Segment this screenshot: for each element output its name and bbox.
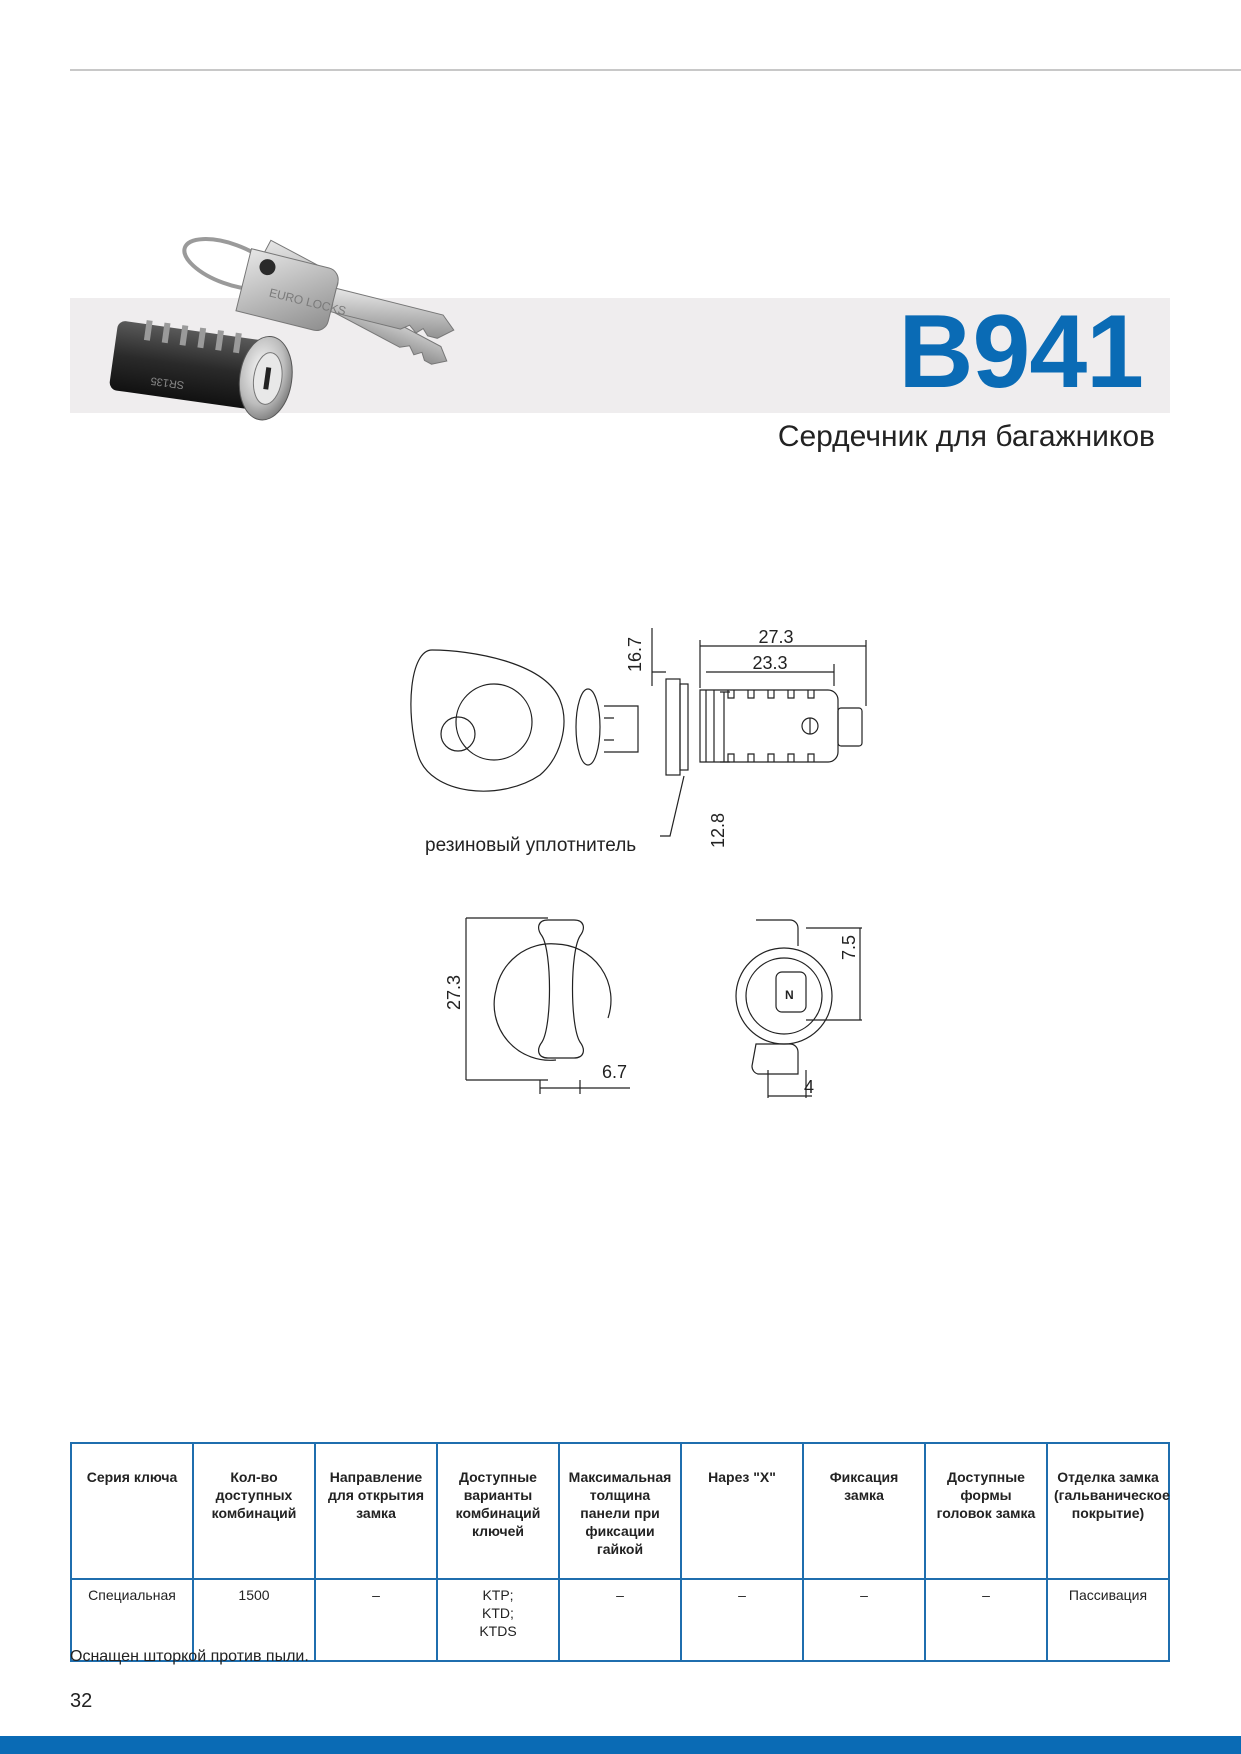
top-divider	[70, 69, 1241, 71]
face-letter: N	[785, 988, 794, 1002]
dim-cam: 4	[804, 1077, 815, 1097]
header-key-variants: Доступные варианты комбинаций ключей	[437, 1443, 559, 1579]
header-key-series: Серия ключа	[71, 1443, 193, 1579]
dim-flange: 16.7	[625, 636, 645, 672]
header-cut-x: Нарез "X"	[681, 1443, 803, 1579]
cell-key-series: Специальная	[71, 1579, 193, 1661]
key-bow-outline	[411, 650, 564, 791]
dim-body-length: 23.3	[752, 653, 788, 673]
dim-overall-length: 27.3	[758, 627, 794, 647]
header-finish: Отделка замка (гальваническое покрытие)	[1047, 1443, 1169, 1579]
header-lock-fixing: Фиксация замка	[803, 1443, 925, 1579]
rubber-seal	[680, 684, 688, 770]
face-outer	[736, 948, 832, 1044]
key-engraving: EURO LOCKS	[267, 285, 348, 319]
table-header-row	[71, 1443, 1169, 1579]
seal-label: резиновый уплотнитель	[425, 835, 637, 856]
cylinder-notches	[728, 690, 814, 762]
technical-drawing	[400, 600, 900, 1120]
page-number: 32	[70, 1690, 93, 1712]
header-head-shapes: Доступные формы головок замка	[925, 1443, 1047, 1579]
cylinder-engraving: SR135	[149, 374, 185, 391]
bottom-bar	[0, 1736, 1241, 1754]
dim-offset: 7.5	[839, 934, 859, 960]
dim-diameter: 12.8	[708, 812, 728, 848]
cell-opening-direction: –	[315, 1579, 437, 1661]
cell-cut-x: –	[681, 1579, 803, 1661]
product-photo	[100, 232, 510, 462]
header-opening-direction: Направление для открытия замка	[315, 1443, 437, 1579]
head-lever	[539, 920, 584, 1058]
cell-finish: Пассивация	[1047, 1579, 1169, 1661]
page-subtitle: Сердечник для багажников	[777, 420, 1155, 453]
cell-key-variants: KTP; KTD; KTDS	[437, 1579, 559, 1661]
dim-head-height: 27.3	[444, 974, 464, 1010]
spec-table	[70, 1442, 1170, 1662]
cell-combinations: 1500	[193, 1579, 315, 1661]
flange	[666, 679, 680, 775]
header-max-panel: Максимальная толщина панели при фиксации гайкой	[559, 1443, 681, 1579]
dim-head-depth: 6.7	[602, 1062, 628, 1082]
cell-lock-fixing: –	[803, 1579, 925, 1661]
model-title: B941	[898, 294, 1143, 410]
header-combinations: Кол-во доступных комбинаций	[193, 1443, 315, 1579]
key-slot	[576, 689, 600, 765]
footnote: Оснащен шторкой против пыли.	[70, 1648, 309, 1665]
cylinder-body	[700, 690, 838, 762]
seal-leader	[660, 776, 684, 836]
cell-max-panel: –	[559, 1579, 681, 1661]
key-large-hole	[456, 684, 532, 760]
cell-head-shapes: –	[925, 1579, 1047, 1661]
